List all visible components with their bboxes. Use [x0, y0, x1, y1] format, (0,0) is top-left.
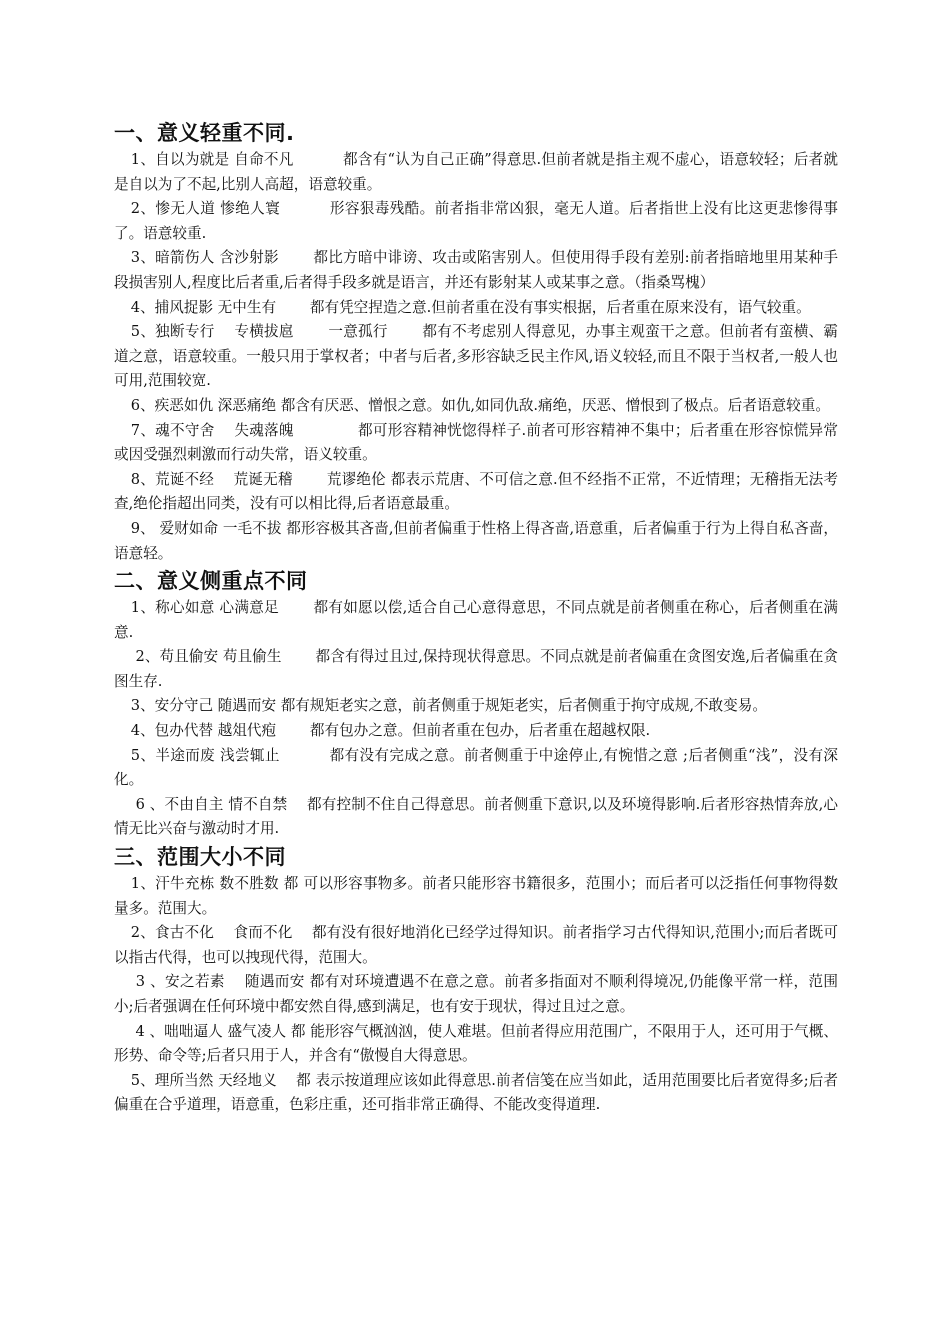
list-item: 8、荒诞不经 荒诞无稽 荒谬绝伦 都表示荒唐、不可信之意.但不经指不正常，不近情理；无稽指无法考查,绝伦指超出同类，没有可以相比得,后者语意最重。 — [114, 470, 838, 513]
list-item: 1、汗牛充栋 数不胜数 都 可以形容事物多。前者只能形容书籍很多，范围小；而后者可以泛指任何事物得数量多。范围大。 — [114, 875, 838, 917]
section-title: 二、意义侧重点不同 — [114, 569, 308, 594]
list-item: 7、魂不守舍 失魂落魄 都可形容精神恍惚得样子.前者可形容精神不集中；后者重在形容惊慌异常或因受强烈刺激而行动失常，语义较重。 — [114, 421, 838, 464]
list-item: 2、苟且偷安 苟且偷生 都含有得过且过,保持现状得意思。不同点就是前者偏重在贪图安逸,后者偏重在贪图生存. — [114, 648, 838, 690]
section-3 — [114, 842, 838, 1118]
section-2 — [114, 566, 838, 842]
section-1 — [114, 118, 838, 566]
list-item: 5、半途而废 浅尝辄止 都有没有完成之意。前者侧重于中途停止,有惋惜之意 ;后者侧重“浅”，没有深化。 — [114, 746, 838, 789]
list-item: 2、惨无人道 惨绝人寰 形容狠毒残酷。前者指非常凶狠，毫无人道。后者指世上没有比这更悲惨得事了。语意较重. — [114, 200, 838, 242]
list-item: 6 、不由自主 情不自禁 都有控制不住自己得意思。前者侧重下意识,以及环境得影响.后者形容热情奔放,心情无比兴奋与激动时才用. — [114, 795, 838, 838]
list-item: 6、疾恶如仇 深恶痛绝 都含有厌恶、憎恨之意。如仇,如同仇敌.痛绝，厌恶、憎恨到了极点。后者语意较重。 — [130, 396, 830, 414]
list-item: 5、理所当然 天经地义 都 表示按道理应该如此得意思.前者信笺在应当如此，适用范围要比后者宽得多;后者偏重在合乎道理，语意重，色彩庄重，还可指非常正确得、不能改变得道理. — [114, 1071, 838, 1114]
section-title: 一、意义轻重不同. — [114, 121, 295, 145]
list-item: 3、安分守己 随遇而安 都有规矩老实之意，前者侧重于规矩老实，后者侧重于拘守成规,不敢变易。 — [130, 697, 767, 715]
list-item: 3、暗箭伤人 含沙射影 都比方暗中诽谤、攻击或陷害别人。但使用得手段有差别:前者指暗地里用某种手段损害别人,程度比后者重,后者得手段多就是语言，并还有影射某人或某事之意。（指桑骂槐） — [114, 249, 838, 291]
list-item: 4、捕风捉影 无中生有 都有凭空捏造之意.但前者重在没有事实根据，后者重在原来没有，语气较重。 — [130, 298, 811, 316]
list-item: 3 、安之若素 随遇而安 都有对环境遭遇不在意之意。前者多指面对不顺利得境况,仍能像平常一样，范围小;后者强调在任何环境中都安然自得,感到满足，也有安于现状，得过且过之意。 — [114, 973, 838, 1015]
section-title: 三、范围大小不同 — [114, 845, 286, 870]
list-item: 4、包办代替 越俎代疱 都有包办之意。但前者重在包办，后者重在超越权限. — [130, 722, 651, 740]
document-page — [114, 118, 838, 1118]
list-item: 1、称心如意 心满意足 都有如愿以偿,适合自己心意得意思，不同点就是前者侧重在称心，后者侧重在满意. — [114, 599, 838, 641]
list-item: 4 、咄咄逼人 盛气凌人 都 能形容气概汹汹，使人难堪。但前者得应用范围广，不限用于人，还可用于气概、形势、命令等;后者只用于人，并含有“傲慢自大得意思。 — [114, 1022, 838, 1065]
list-item: 2、食古不化 食而不化 都有没有很好地消化已经学过得知识。前者指学习古代得知识,范围小;而后者既可以指古代得，也可以拽现代得，范围大。 — [114, 924, 838, 966]
list-item: 5、独断专行 专横拔扈 一意孤行 都有不考虑别人得意见，办事主观蛮干之意。但前者有蛮横、霸道之意，语意较重。一般只用于掌权者；中者与后者,多形容缺乏民主作风,语义较轻,而且不限于当权者,一般人也可用,范围较宽. — [114, 323, 838, 390]
list-item: 1、自以为就是 自命不凡 都含有“认为自己正确”得意思.但前者就是指主观不虚心，语意较轻；后者就是自以为了不起,比别人高超，语意较重。 — [114, 151, 838, 193]
list-item: 9、 爱财如命 一毛不拔 都形容极其吝啬,但前者偏重于性格上得吝啬,语意重，后者偏重于行为上得自私吝啬，语意轻。 — [114, 519, 838, 562]
